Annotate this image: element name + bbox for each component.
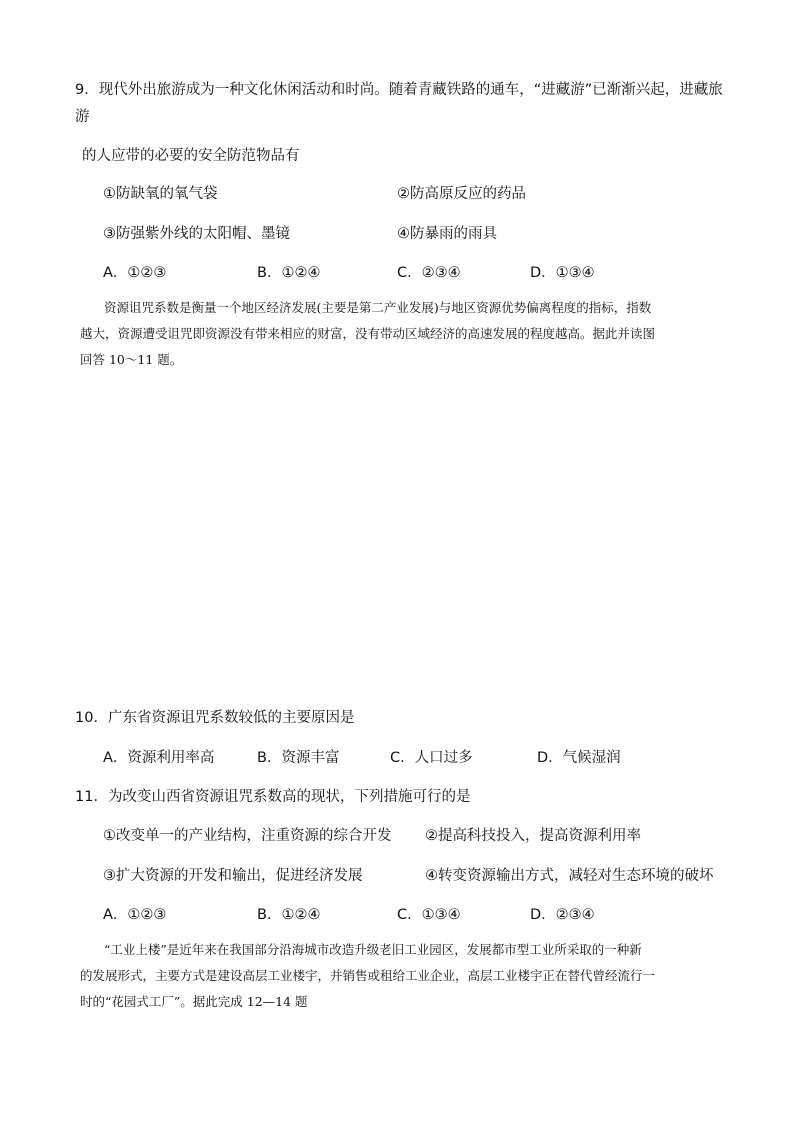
q9-item-3: ③防强紫外线的太阳帽、墨镜 [103,226,290,242]
passage2-line1: “工业上楼”是近年来在我国部分沿海城市改造升级老旧工业园区，发展都市型工业所采取的一种新 [104,942,642,957]
q11-item-1: ①改变单一的产业结构，注重资源的综合开发 [103,828,392,844]
passage2-line3: 时的“花园式工厂”。据此完成 12—14 题 [80,994,308,1009]
q11-option-c: C．①③④ [397,907,461,923]
passage1-line2: 越大，资源遭受诅咒即资源没有带来相应的财富，没有带动区域经济的高速发展的程度越高。据此并读图 [80,326,656,341]
q11-item-4: ④转变资源输出方式，减轻对生态环境的破坏 [425,868,714,884]
q9-stem-line1: 9．现代外出旅游成为一种文化休闲活动和时尚。随着青藏铁路的通车，“进藏游”已渐渐兴起，进藏旅 [75,82,723,98]
q11-stem: 11．为改变山西省资源诅咒系数高的现状，下列措施可行的是 [75,789,471,805]
q10-option-a: A．资源利用率高 [103,750,215,766]
q9-option-d: D．①③④ [530,265,595,281]
q11-option-d: D．②③④ [530,907,595,923]
q11-option-b: B．①②④ [257,907,321,923]
q10-option-b: B．资源丰富 [257,750,340,766]
passage-industrial-upstairs [80,937,720,1015]
q9-option-a: A．①②③ [103,265,167,281]
q9-option-b: B．①②④ [257,265,321,281]
figure-placeholder [80,380,720,700]
q11-item-3: ③扩大资源的开发和输出，促进经济发展 [103,868,363,884]
q9-stem-line2: 游 [75,109,90,125]
passage1-line1: 资源诅咒系数是衡量一个地区经济发展(主要是第二产业发展)与地区资源优势偏离程度的指标，指数 [104,300,652,315]
q9-item-2: ②防高原反应的药品 [397,186,526,202]
q10-option-c: C．人口过多 [390,750,473,766]
q9-option-c: C．②③④ [397,265,461,281]
q11-option-a: A．①②③ [103,907,167,923]
q11-item-2: ②提高科技投入，提高资源利用率 [425,828,641,844]
q9-item-1: ①防缺氧的氧气袋 [103,186,218,202]
q9-item-4: ④防暴雨的雨具 [397,226,497,242]
passage1-line3: 回答 10～11 题。 [80,352,183,367]
q10-stem: 10．广东省资源诅咒系数较低的主要原因是 [75,710,355,726]
q10-option-d: D．气候湿润 [537,750,621,766]
passage2-line2: 的发展形式，主要方式是建设高层工业楼宇，并销售或租给工业企业，高层工业楼宇正在替代曾经流行一 [80,968,656,983]
q9-stem-line3: 的人应带的必要的安全防范物品有 [82,148,300,164]
passage-resource-curse [80,295,720,373]
